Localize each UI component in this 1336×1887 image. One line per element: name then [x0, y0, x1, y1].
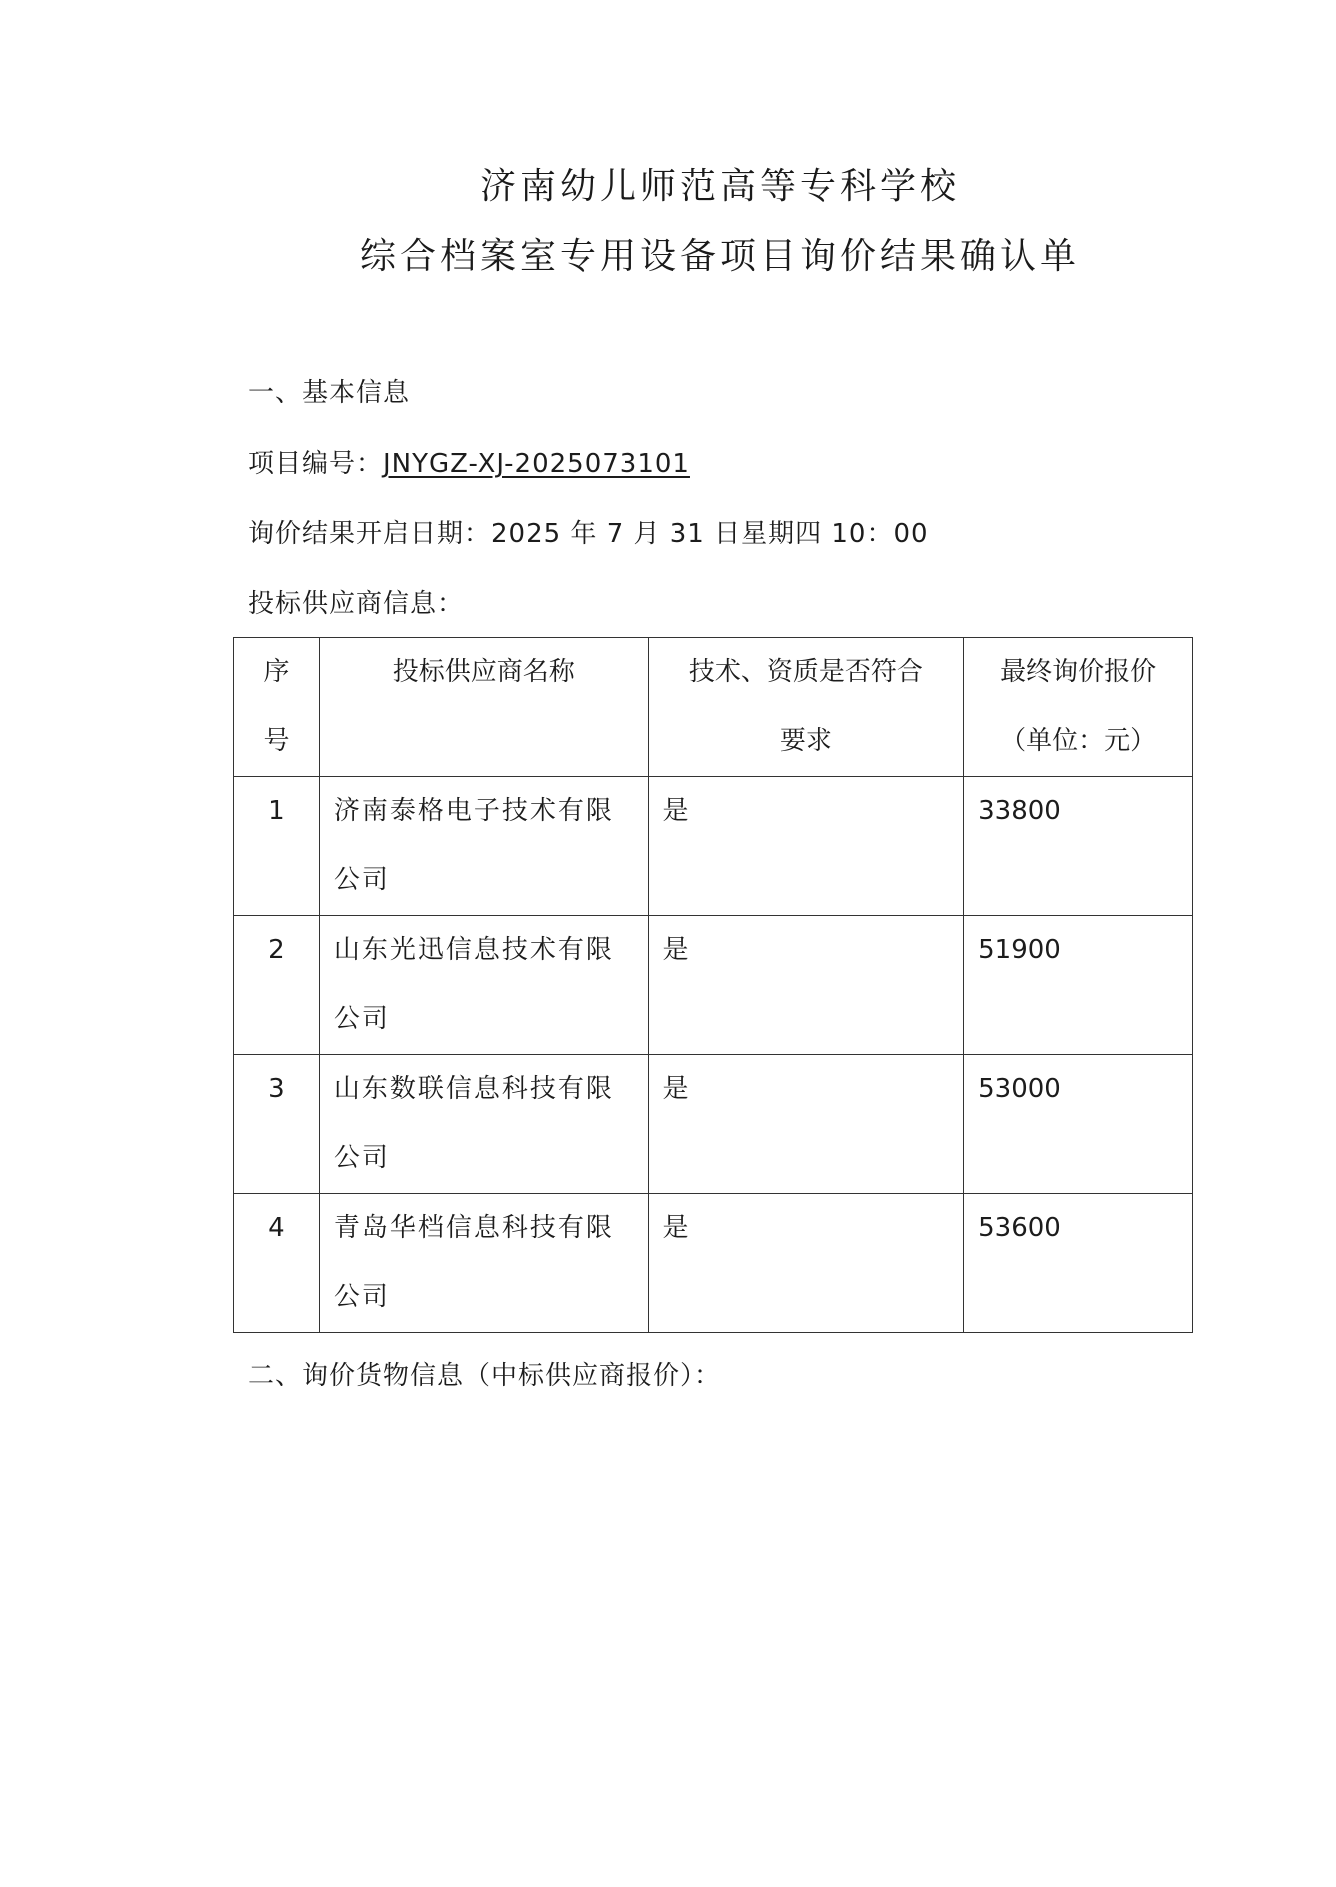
row-index: 4: [234, 1194, 320, 1333]
row-price: 51900: [964, 916, 1193, 1055]
row-price: 53000: [964, 1055, 1193, 1194]
header-price-line2: （单位：元）: [1000, 726, 1157, 756]
row-index: 2: [234, 916, 320, 1055]
table-row: [234, 916, 1193, 1055]
row-price: 53600: [964, 1194, 1193, 1333]
project-code-label: 项目编号：: [248, 449, 384, 479]
row-supplier-name: 济南泰格电子技术有限公司: [319, 777, 648, 916]
header-qualified: [648, 638, 964, 777]
document-title-line1: 济南幼儿师范高等专科学校: [479, 166, 960, 207]
header-price: [964, 638, 1193, 777]
row-supplier-name: 青岛华档信息科技有限公司: [319, 1194, 648, 1333]
open-date-line: 询价结果开启日期：2025 年 7 月 31 日星期四 10：00: [248, 519, 929, 549]
header-index-line2: 号: [263, 726, 290, 756]
section1-heading: 一、基本信息: [248, 378, 411, 408]
header-price-line1: 最终询价报价: [1000, 657, 1157, 687]
bidders-table: [233, 637, 1193, 1333]
row-qualified: 是: [648, 1194, 964, 1333]
row-supplier-name: 山东数联信息科技有限公司: [319, 1055, 648, 1194]
header-index: [234, 638, 320, 777]
table-row: [234, 1194, 1193, 1333]
project-code-value: JNYGZ-XJ-2025073101: [383, 449, 690, 479]
row-qualified: 是: [648, 777, 964, 916]
section2-heading: 二、询价货物信息（中标供应商报价）：: [248, 1361, 722, 1391]
row-index: 3: [234, 1055, 320, 1194]
document-title-line2: 综合档案室专用设备项目询价结果确认单: [359, 236, 1080, 277]
header-supplier-name: 投标供应商名称: [319, 638, 648, 777]
table-row: [234, 777, 1193, 916]
header-qualified-line2: 要求: [779, 726, 832, 756]
header-qualified-line1: 技术、资质是否符合: [688, 657, 923, 687]
row-qualified: 是: [648, 1055, 964, 1194]
bidders-label: 投标供应商信息：: [248, 589, 465, 619]
row-supplier-name: 山东光迅信息技术有限公司: [319, 916, 648, 1055]
project-code-line: [248, 443, 690, 480]
table-row: [234, 1055, 1193, 1194]
row-price: 33800: [964, 777, 1193, 916]
row-index: 1: [234, 777, 320, 916]
header-index-line1: 序: [263, 657, 290, 687]
row-qualified: 是: [648, 916, 964, 1055]
table-header-row: [234, 638, 1193, 777]
